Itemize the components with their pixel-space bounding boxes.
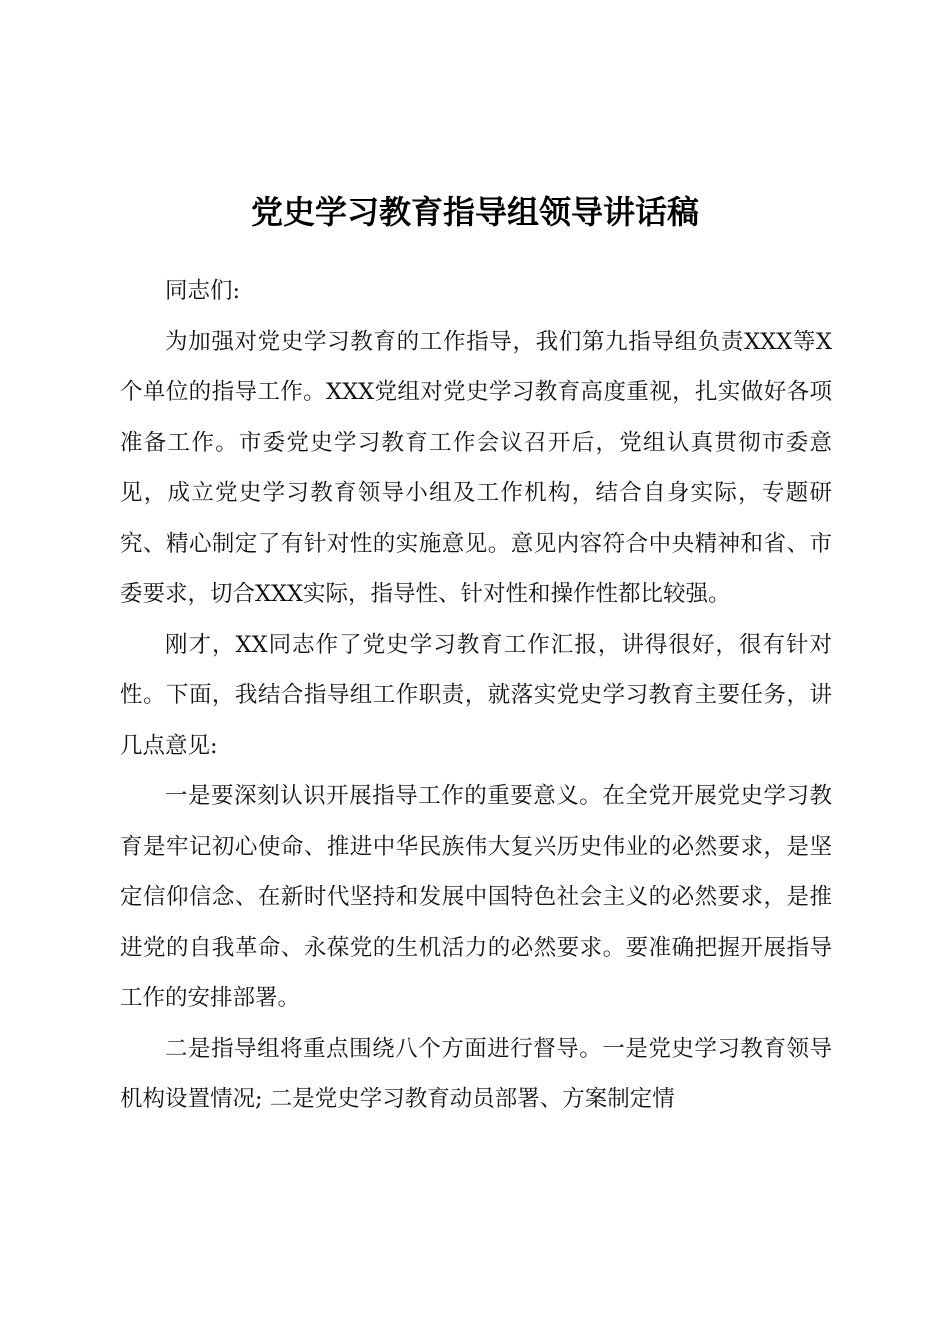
paragraph-point-one: 一是要深刻认识开展指导工作的重要意义。在全党开展党史学习教育是牢记初心使命、推进中华民族伟大复兴历史伟业的必然要求，是坚定信仰信念、在新时代坚持和发展中国特色社会主义的必然要求，是推进党的自我革命、永葆党的生机活力的必然要求。要准确把握开展指导工作的安排部署。	[120, 783, 832, 1011]
paragraph-intro: 为加强对党史学习教育的工作指导，我们第九指导组负责XXX等X个单位的指导工作。XXX党组对党史学习教育高度重视，扎实做好各项准备工作。市委党史学习教育工作会议召开后，党组认真贯彻市委意见，成立党史学习教育领导小组及工作机构，结合自身实际，专题研究、精心制定了有针对性的实施意见。意见内容符合中央精神和省、市委要求，切合XXX实际，指导性、针对性和操作性都比较强。	[120, 328, 832, 607]
document-title: 党史学习教育指导组领导讲话稿	[250, 193, 699, 231]
paragraph-salutation: 同志们:	[165, 278, 241, 304]
document-body	[120, 266, 832, 1125]
paragraph-transition: 刚才，XX同志作了党史学习教育工作汇报，讲得很好，很有针对性。下面，我结合指导组工作职责，就落实党史学习教育主要任务，讲几点意见:	[120, 631, 832, 759]
paragraph-point-two: 二是指导组将重点围绕八个方面进行督导。一是党史学习教育领导机构设置情况; 二是党史学习教育动员部署、方案制定情	[120, 1035, 832, 1112]
